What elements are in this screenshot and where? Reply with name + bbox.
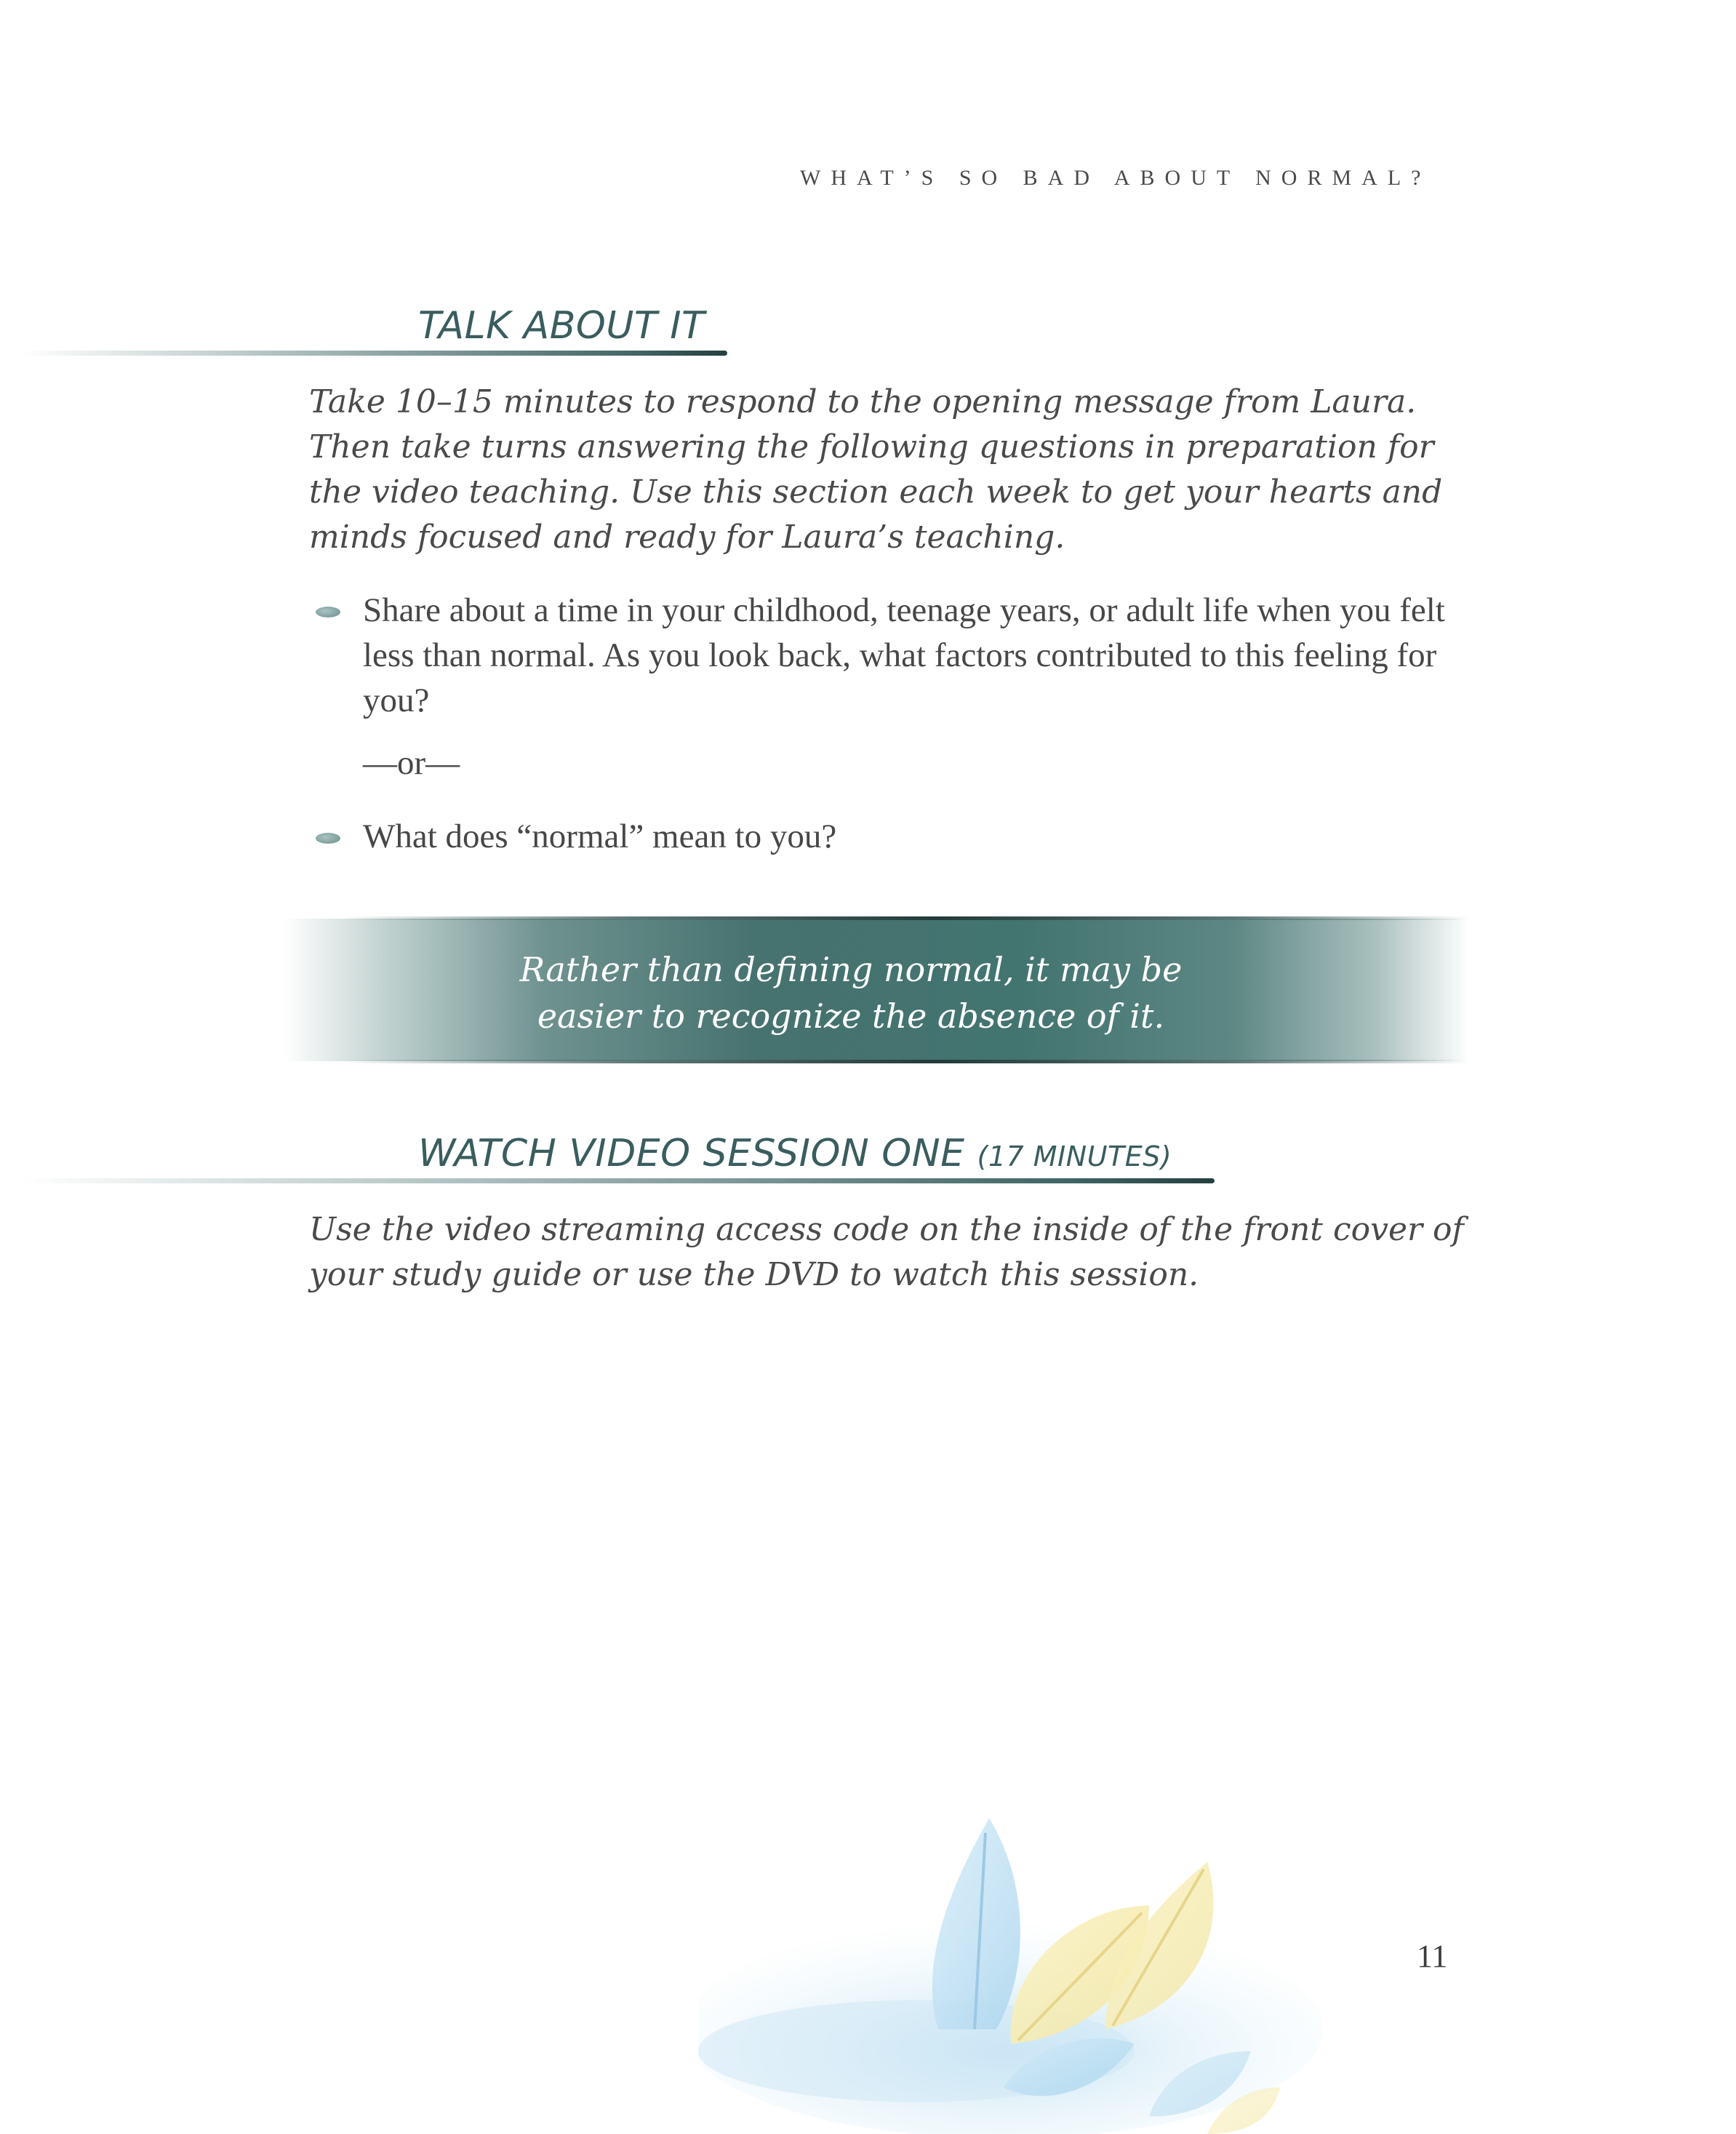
watch-video-heading-main: WATCH VIDEO SESSION ONE <box>418 1132 965 1175</box>
pullquote-band <box>284 919 1469 1061</box>
watch-video-heading <box>418 1132 1172 1175</box>
bullet-icon <box>316 607 340 618</box>
talk-about-it-heading: TALK ABOUT IT <box>418 304 705 348</box>
or-separator: —or— <box>363 744 460 782</box>
talk-about-it-rule <box>22 351 727 356</box>
question-text: What does “normal” mean to you? <box>363 818 837 855</box>
watch-video-heading-duration: (17 MINUTES) <box>977 1140 1172 1172</box>
page-number: 11 <box>1417 1938 1448 1974</box>
list-item <box>309 814 1473 859</box>
leaf-illustration-icon <box>698 1811 1411 2134</box>
talk-about-it-intro: Take 10–15 minutes to respond to the opening message from Laura. Then take turns answering the following questions in preparation for the video teaching. Use this section each week to get your hearts and minds focused and ready for Laura’s teaching. <box>309 383 1443 556</box>
bullet-icon <box>316 833 340 844</box>
question-text: Share about a time in your childhood, teenage years, or adult life when you felt less than normal. As you look back, what factors contributed to this feeling for you? <box>363 591 1445 719</box>
watch-video-intro: Use the video streaming access code on the inside of the front cover of your study guide or use the DVD to watch this session. <box>309 1211 1464 1293</box>
running-header: WHAT’S SO BAD ABOUT NORMAL? <box>800 166 1431 190</box>
watch-video-rule <box>22 1178 1215 1183</box>
list-item <box>309 588 1473 723</box>
pullquote-text: Rather than defining normal, it may be easier to recognize the absence of it. <box>519 950 1183 1036</box>
